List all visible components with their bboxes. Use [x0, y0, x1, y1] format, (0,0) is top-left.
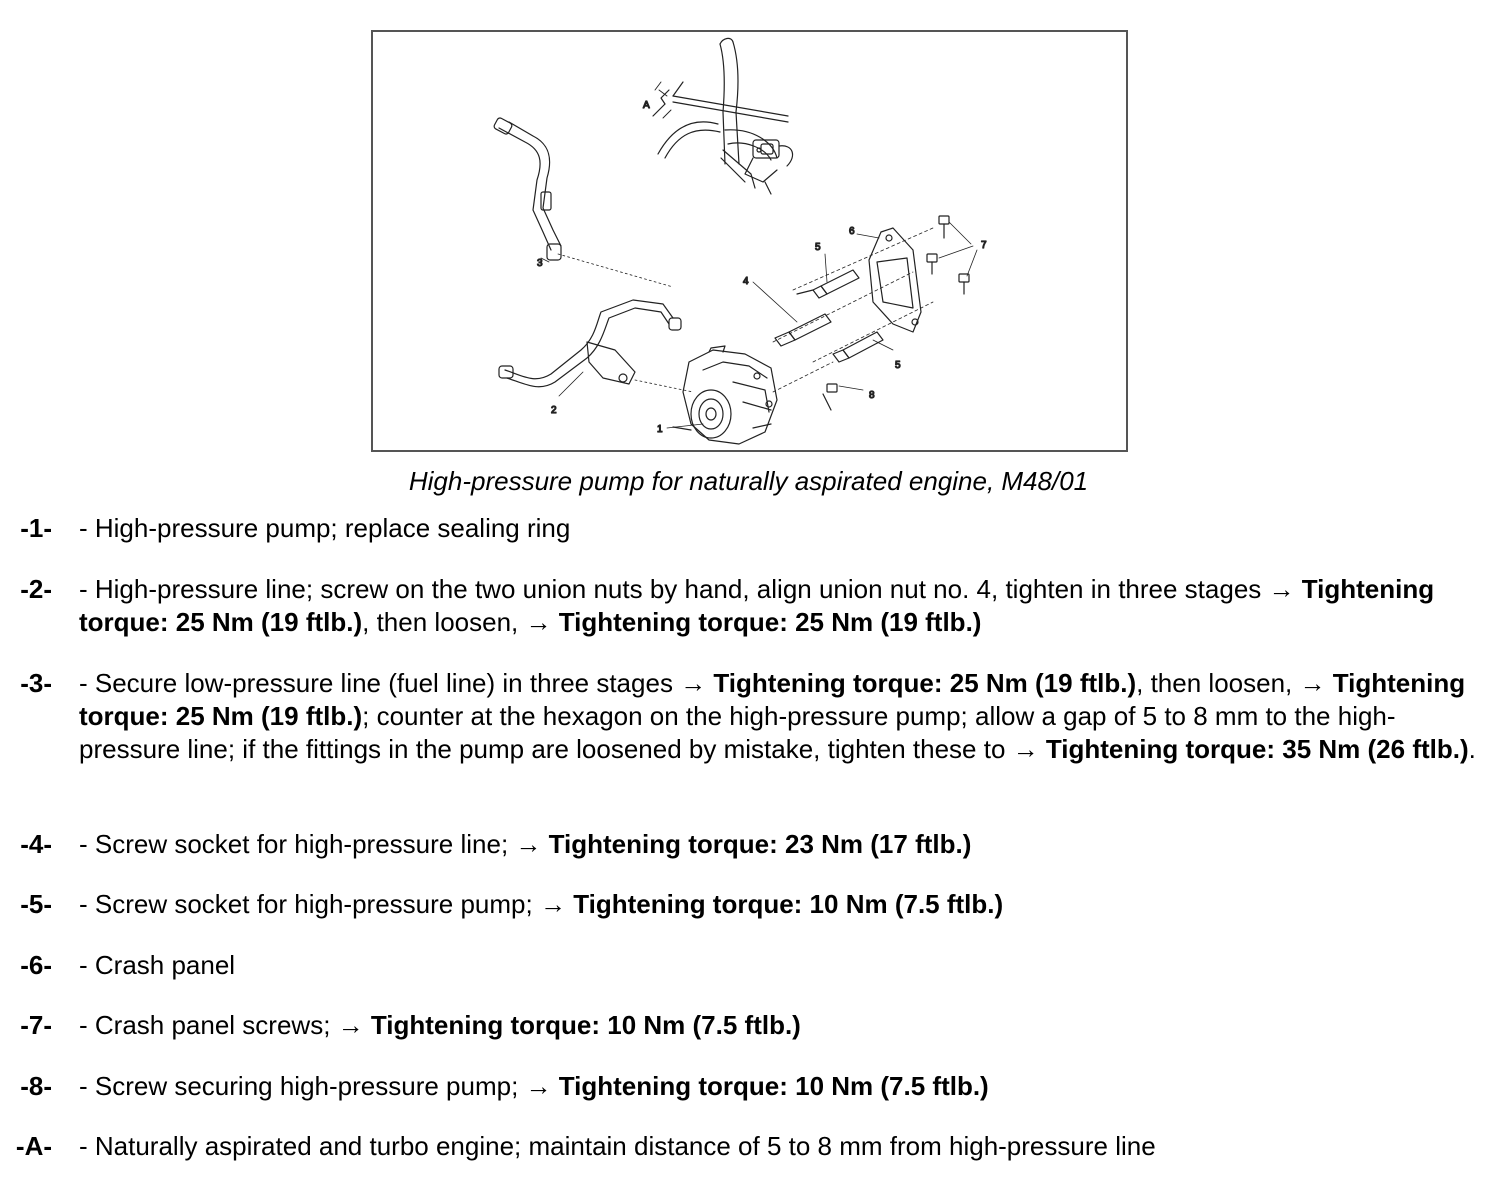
- legend-description: [79, 949, 1489, 982]
- legend-key: -4-: [20, 829, 52, 859]
- torque-spec: Tightening torque: 25 Nm (19 ftlb.): [79, 668, 1466, 731]
- torque-spec: Tightening torque: 23 Nm (17 ftlb.): [548, 829, 972, 859]
- crash-panel-drawing: [869, 228, 921, 332]
- legend-description: [79, 667, 1489, 766]
- description-text: .: [1468, 734, 1476, 764]
- legend-key: -7-: [20, 1010, 52, 1040]
- legend-description: [79, 1070, 1489, 1103]
- callout-3: 3: [537, 258, 543, 269]
- torque-spec: Tightening torque: 25 Nm (19 ftlb.): [79, 574, 1435, 637]
- callout-1: 1: [657, 424, 663, 435]
- pump-diagram: [373, 32, 1126, 450]
- screws-drawing: [823, 216, 977, 410]
- legend-key: -5-: [20, 889, 52, 919]
- legend-key: -2-: [20, 574, 52, 604]
- description-text: - Secure low-pressure line (fuel line) in three stages →: [79, 668, 714, 698]
- legend-description: [79, 1009, 1489, 1042]
- callout-2: 2: [551, 405, 557, 416]
- description-text: - Crash panel screws; →: [79, 1010, 371, 1040]
- torque-spec: Tightening torque: 10 Nm (7.5 ftlb.): [573, 889, 1004, 919]
- exploded-view-figure: [371, 30, 1128, 452]
- legend-description: [79, 512, 1489, 545]
- high-pressure-line-drawing: [499, 300, 693, 392]
- legend-key: -8-: [20, 1071, 52, 1101]
- callout-6: 6: [849, 226, 855, 237]
- description-text: ; counter at the hexagon on the high-pressure pump; allow a gap of 5 to 8 mm to the high-pressure line; if the fittings in the pump are loosened by mistake, tighten these to →: [79, 701, 1396, 764]
- description-text: , then loosen, →: [362, 607, 559, 637]
- high-pressure-pump-drawing: [673, 346, 777, 444]
- legend-description: [79, 888, 1489, 921]
- callout-4: 4: [743, 276, 749, 287]
- description-text: - Screw securing high-pressure pump; →: [79, 1071, 559, 1101]
- legend-key: -A-: [15, 1131, 52, 1161]
- engine-detail-drawing: [653, 38, 793, 194]
- torque-spec: Tightening torque: 25 Nm (19 ftlb.): [558, 607, 982, 637]
- callout-5-lower: 5: [895, 360, 901, 371]
- legend-description: [79, 573, 1489, 639]
- description-text: - High-pressure line; screw on the two union nuts by hand, align union nut no. 4, tighten in three stages →: [79, 574, 1302, 604]
- screw-sockets-drawing: [773, 228, 933, 392]
- torque-spec: Tightening torque: 10 Nm (7.5 ftlb.): [370, 1010, 801, 1040]
- callout-8: 8: [869, 390, 875, 401]
- callout-7: 7: [981, 240, 987, 251]
- figure-caption: High-pressure pump for naturally aspirated engine, M48/01: [408, 466, 1089, 496]
- torque-spec: Tightening torque: 25 Nm (19 ftlb.): [713, 668, 1137, 698]
- description-text: - High-pressure pump; replace sealing ring: [79, 513, 571, 543]
- legend-key: -3-: [20, 668, 52, 698]
- torque-spec: Tightening torque: 35 Nm (26 ftlb.): [1045, 734, 1469, 764]
- description-text: - Crash panel: [79, 950, 236, 980]
- legend-description: [79, 1130, 1489, 1163]
- legend-key: -1-: [20, 513, 52, 543]
- low-pressure-line-drawing: [493, 117, 673, 287]
- description-text: , then loosen, →: [1136, 668, 1333, 698]
- callout-5-upper: 5: [815, 242, 821, 253]
- torque-spec: Tightening torque: 10 Nm (7.5 ftlb.): [558, 1071, 989, 1101]
- description-text: - Screw socket for high-pressure line; →: [79, 829, 549, 859]
- description-text: - Screw socket for high-pressure pump; →: [79, 889, 574, 919]
- description-text: - Naturally aspirated and turbo engine; maintain distance of 5 to 8 mm from high-pressure line: [79, 1131, 1156, 1161]
- legend-description: [79, 828, 1489, 861]
- callout-a: A: [643, 100, 650, 111]
- legend-key: -6-: [20, 950, 52, 980]
